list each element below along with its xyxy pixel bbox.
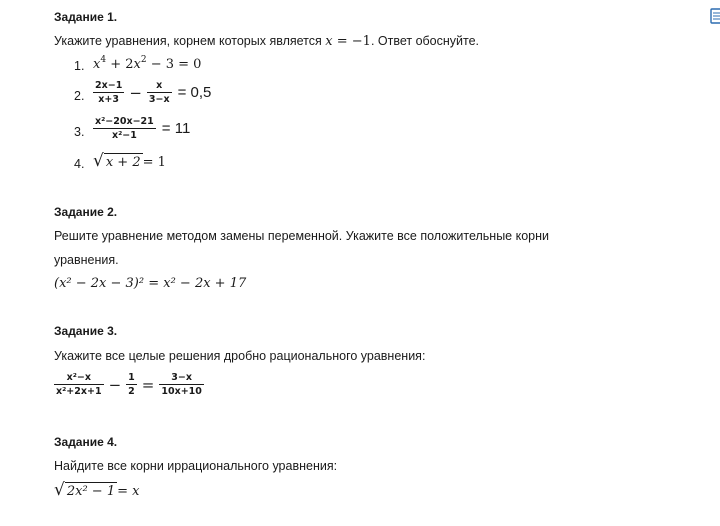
task3-prompt: Укажите все целые решения дробно рационального уравнения: [54, 349, 426, 363]
task3-f2-denominator: 2 [128, 386, 135, 397]
task4-heading: Задание 4. [54, 435, 118, 449]
item2-f1-numerator: 2x−1 [95, 80, 123, 91]
document-icon[interactable] [710, 8, 720, 24]
fraction-bar [159, 384, 204, 385]
item3-fraction [93, 116, 156, 141]
item1-mid: + 2 [106, 57, 134, 72]
task1-item4-marker: 4. [74, 157, 85, 171]
task4-equation [54, 482, 139, 500]
task1-item1-marker: 1. [74, 59, 85, 73]
task3-fraction-3 [159, 372, 204, 397]
task1-prompt-value: = −1 [332, 34, 371, 49]
item2-f2-denominator: 3−x [148, 94, 170, 105]
item2-fraction-1 [93, 80, 124, 105]
fraction-bar [93, 92, 124, 93]
task3-equals: = [141, 375, 155, 394]
item2-rhs: = 0,5 [177, 84, 212, 101]
task3-equation [52, 372, 206, 397]
task1-item3-equation [91, 116, 190, 141]
task3-f2-numerator: 1 [128, 372, 135, 383]
task3-fraction-2 [126, 372, 137, 397]
item3-numerator: x²−20x−21 [95, 116, 154, 127]
item3-denominator: x²−1 [111, 130, 137, 141]
task3-f1-denominator: x²+2x+1 [56, 386, 102, 397]
radical-sign-icon: √ [54, 480, 65, 500]
task3-heading: Задание 3. [54, 324, 118, 338]
item1-pow-a: 4 [100, 54, 107, 65]
fraction-bar [147, 92, 172, 93]
item1-pow-b: 2 [140, 54, 147, 65]
item2-operator: − [129, 83, 142, 102]
task2-equation: (x² − 2x − 3)² = x² − 2x + 17 [54, 276, 247, 291]
task3-f1-numerator: x²−x [66, 372, 91, 383]
task1-prompt-text: Укажите уравнения, корнем которых является [54, 34, 326, 48]
fraction-bar [126, 384, 137, 385]
task2-prompt-line2: уравнения. [54, 253, 119, 267]
item4-radical [93, 153, 143, 171]
task3-f3-numerator: 3−x [171, 372, 192, 383]
task3-fraction-1 [54, 372, 104, 397]
fraction-bar [54, 384, 104, 385]
task1-item2-marker: 2. [74, 89, 85, 103]
task2-prompt-line1: Решите уравнение методом замены переменной. Укажите все положительные корни [54, 229, 550, 243]
item2-f2-numerator: x [156, 80, 163, 91]
task2-heading: Задание 2. [54, 205, 118, 219]
radical-sign-icon: √ [93, 151, 104, 171]
fraction-bar [93, 128, 156, 129]
task1-prompt-variable: x [325, 34, 333, 49]
task4-prompt: Найдите все корни иррационального уравнения: [54, 459, 338, 473]
task3-f3-denominator: 10x+10 [161, 386, 202, 397]
task1-item1-equation [93, 54, 202, 72]
task4-radical [54, 482, 117, 500]
task3-minus: − [108, 375, 122, 394]
item3-rhs: = 11 [161, 120, 191, 137]
task4-rhs: = x [117, 483, 140, 499]
task1-heading: Задание 1. [54, 10, 118, 24]
item1-tail: − 3 = 0 [146, 57, 202, 72]
task1-item2-equation [91, 80, 211, 105]
task1-item4-equation [93, 153, 166, 171]
item2-fraction-2 [147, 80, 172, 105]
item1-var-a: x [93, 57, 101, 72]
item1-var-b: x [133, 57, 141, 72]
item4-radicand: x + 2 [105, 155, 141, 170]
task1-prompt-suffix: . Ответ обоснуйте. [370, 34, 480, 48]
item4-rhs: = 1 [142, 154, 166, 170]
task1-prompt [54, 34, 479, 49]
item2-f1-denominator: x+3 [98, 94, 119, 105]
task4-radicand: 2x² − 1 [66, 484, 116, 499]
task1-item3-marker: 3. [74, 125, 85, 139]
